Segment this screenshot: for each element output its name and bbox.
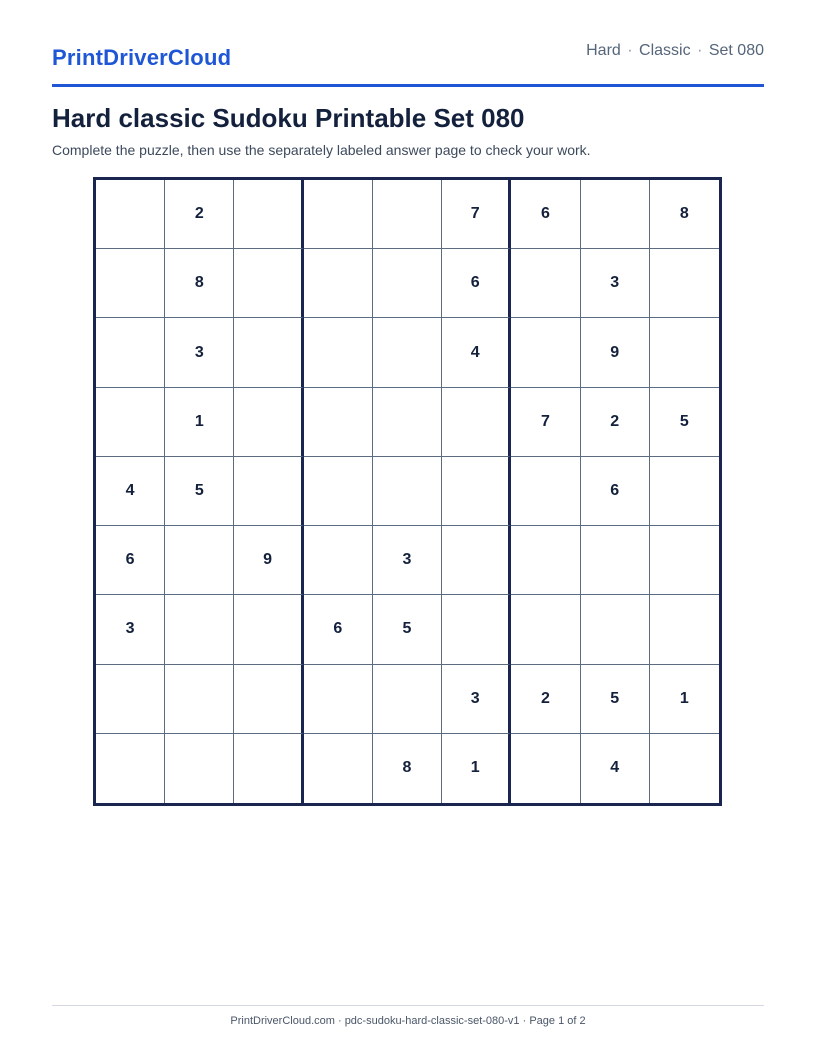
sudoku-cell — [165, 595, 234, 664]
sudoku-cell — [304, 457, 373, 526]
sudoku-cell — [234, 249, 303, 318]
sudoku-cell: 3 — [373, 526, 442, 595]
sudoku-cell — [234, 388, 303, 457]
sudoku-cell — [373, 665, 442, 734]
sudoku-cell: 5 — [165, 457, 234, 526]
sudoku-cell: 3 — [581, 249, 650, 318]
sudoku-cell — [650, 526, 719, 595]
sudoku-cell — [304, 180, 373, 249]
sudoku-cell — [165, 526, 234, 595]
sudoku-cell: 3 — [442, 665, 511, 734]
sudoku-cell — [511, 249, 580, 318]
sudoku-cell: 9 — [234, 526, 303, 595]
sudoku-cell — [511, 595, 580, 664]
sudoku-cell — [304, 388, 373, 457]
sudoku-cell: 8 — [165, 249, 234, 318]
sudoku-cell — [234, 595, 303, 664]
sudoku-cell — [442, 457, 511, 526]
sudoku-cell — [442, 526, 511, 595]
sudoku-cell — [511, 734, 580, 803]
sudoku-cell: 4 — [442, 318, 511, 387]
sudoku-cell — [511, 526, 580, 595]
sudoku-cell: 6 — [442, 249, 511, 318]
sudoku-cell — [304, 249, 373, 318]
sudoku-cell: 5 — [650, 388, 719, 457]
sudoku-cell — [511, 318, 580, 387]
sudoku-cell — [234, 734, 303, 803]
sudoku-cell: 2 — [165, 180, 234, 249]
sudoku-cell — [96, 665, 165, 734]
sudoku-cell — [234, 318, 303, 387]
sudoku-cell: 6 — [304, 595, 373, 664]
sudoku-cell: 6 — [581, 457, 650, 526]
meta-set: Set 080 — [708, 42, 764, 59]
sudoku-cell — [581, 526, 650, 595]
sudoku-cell — [650, 318, 719, 387]
sudoku-cell: 4 — [96, 457, 165, 526]
sudoku-cell: 1 — [165, 388, 234, 457]
sudoku-cell — [304, 734, 373, 803]
sudoku-cell — [650, 249, 719, 318]
meta-separator: · — [697, 42, 703, 59]
sudoku-cell: 3 — [96, 595, 165, 664]
sudoku-cell — [442, 595, 511, 664]
meta-difficulty: Hard — [586, 42, 621, 59]
sudoku-cell — [581, 595, 650, 664]
sudoku-cell — [650, 595, 719, 664]
page-header — [52, 40, 764, 87]
sudoku-cell: 3 — [165, 318, 234, 387]
sudoku-cell: 7 — [442, 180, 511, 249]
sudoku-cell: 8 — [650, 180, 719, 249]
sudoku-cell: 2 — [581, 388, 650, 457]
sudoku-cell: 1 — [650, 665, 719, 734]
sudoku-cell: 2 — [511, 665, 580, 734]
meta-separator: · — [627, 42, 633, 59]
puzzle-meta — [586, 42, 764, 60]
sudoku-cell — [373, 457, 442, 526]
sudoku-grid — [93, 177, 722, 806]
sudoku-cell — [165, 665, 234, 734]
sudoku-cell: 4 — [581, 734, 650, 803]
sudoku-cell: 5 — [581, 665, 650, 734]
sudoku-cell — [581, 180, 650, 249]
sudoku-cell: 1 — [442, 734, 511, 803]
sudoku-cell — [234, 180, 303, 249]
brand-logo: PrintDriverCloud — [52, 45, 232, 70]
sudoku-cell — [650, 734, 719, 803]
sudoku-cell — [373, 180, 442, 249]
sudoku-cell — [96, 388, 165, 457]
sudoku-cell — [96, 180, 165, 249]
sudoku-cell: 6 — [96, 526, 165, 595]
sudoku-cell — [304, 526, 373, 595]
sudoku-cell — [234, 665, 303, 734]
sudoku-cell — [96, 318, 165, 387]
sudoku-cell — [96, 249, 165, 318]
sudoku-cell — [304, 318, 373, 387]
sudoku-cell — [373, 249, 442, 318]
page-subtitle: Complete the puzzle, then use the separately labeled answer page to check your work. — [52, 142, 591, 158]
page-title: Hard classic Sudoku Printable Set 080 — [52, 103, 525, 133]
sudoku-cell: 5 — [373, 595, 442, 664]
sudoku-cell — [373, 318, 442, 387]
sudoku-cell: 6 — [511, 180, 580, 249]
sudoku-cell — [304, 665, 373, 734]
meta-style: Classic — [639, 42, 691, 59]
sudoku-cell — [373, 388, 442, 457]
sudoku-cell: 8 — [373, 734, 442, 803]
sudoku-cell: 9 — [581, 318, 650, 387]
sudoku-cell — [234, 457, 303, 526]
sudoku-cell — [96, 734, 165, 803]
page-footer: PrintDriverCloud.com · pdc-sudoku-hard-classic-set-080-v1 · Page 1 of 2 — [52, 1005, 764, 1027]
sudoku-cell — [650, 457, 719, 526]
sudoku-cell — [511, 457, 580, 526]
sudoku-cell — [165, 734, 234, 803]
sudoku-cell — [442, 388, 511, 457]
sudoku-cell: 7 — [511, 388, 580, 457]
